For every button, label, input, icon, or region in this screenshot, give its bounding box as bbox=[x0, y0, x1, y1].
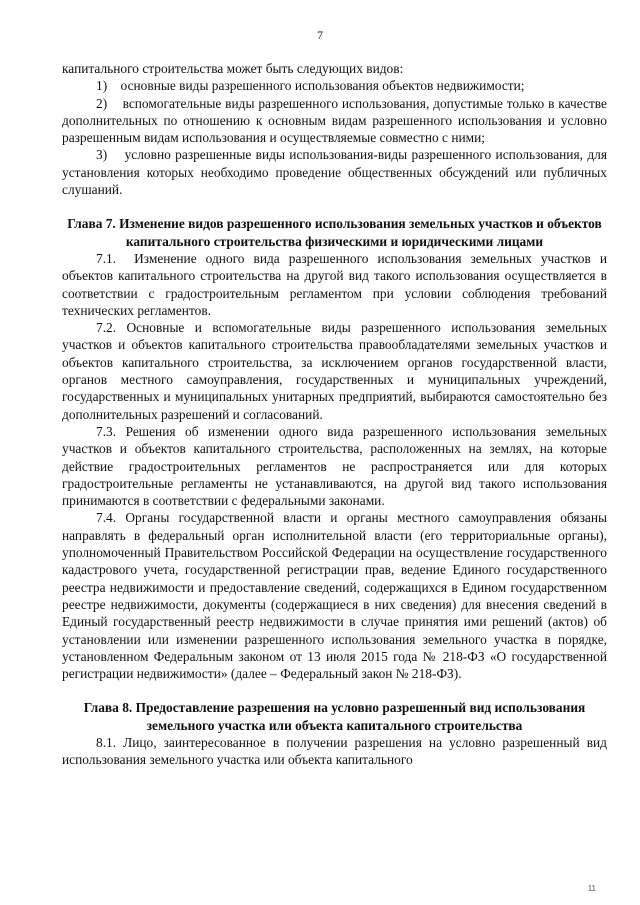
chapter-8-heading: Глава 8. Предоставление разрешения на условно разрешенный вид использования земельного участка или объекта капитального строительства bbox=[83, 700, 586, 733]
list-item-2: 2) вспомогательные виды разрешенного использования, допустимые только в качестве дополнительных по отношению к основным видам разрешенного использования и условно разрешенным видам использования и осуществляемые совместно с ними; bbox=[62, 95, 607, 146]
paragraph-7-1: 7.1. Изменение одного вида разрешенного использования земельных участков и объектов капитального строительства на другой вид такого использования осуществляется в соответствии с градостроительным регламентом при условии соблюдения требований технических регламентов. bbox=[62, 250, 607, 318]
paragraph-8-1: 8.1. Лицо, заинтересованное в получении разрешения на условно разрешенный вид использования земельного участка или объекта капитального bbox=[62, 734, 607, 768]
page-number: 7 bbox=[317, 28, 323, 42]
list-item-3: 3) условно разрешенные виды использования-виды разрешенного использования, для установления которых необходимо проведение общественных обсуждений или публичных слушаний. bbox=[62, 147, 607, 198]
document-body bbox=[62, 60, 607, 769]
list-item-1: 1) основные виды разрешенного использования объектов недвижимости; bbox=[96, 78, 525, 94]
paragraph-intro-lead: капитального строительства может быть следующих видов: bbox=[62, 61, 404, 76]
footer-mark: 11 bbox=[587, 884, 596, 893]
paragraph-7-4: 7.4. Органы государственной власти и органы местного самоуправления обязаны направлять в федеральный орган исполнительной власти (его территориальные органы), уполномоченный Правительством Российской Федерации на осуществление государственного кадастрового учета, государственной регистрации прав, ведение Единого государственного реестра недвижимости и предоставление сведений, содержащихся в Едином государственном реестре недвижимости, документы (содержащиеся в них сведения) для внесения сведений в Единый государственный реестр недвижимости в случае принятия ими решений (актов) об установлении или изменении разрешенного использования земельного участка в порядке, установленном Федеральным законом от 13 июля 2015 года № 218-ФЗ «О государственной регистрации недвижимости» (далее – Федеральный закон № 218-ФЗ). bbox=[62, 510, 607, 682]
paragraph-7-3: 7.3. Решения об изменении одного вида разрешенного использования земельных участков и объектов капитального строительства, расположенных на землях, на которые действие градостроительных регламентов не распространяется или для которых градостроительные регламенты не устанавливаются, на другой вид такого использования принимаются в соответствии с федеральными законами. bbox=[62, 423, 607, 509]
paragraph-7-2: 7.2. Основные и вспомогательные виды разрешенного использования земельных участков и объектов капитального строительства правообладателями земельных участков и объектов капитального строительства, за исключением органов государственной власти, органов местного самоуправления, государственных и муниципальных учреждений, государственных и муниципальных унитарных предприятий, выбираются самостоятельно без дополнительных разрешений и согласований. bbox=[62, 320, 607, 422]
chapter-7-heading: Глава 7. Изменение видов разрешенного использования земельных участков и объектов капитального строительства физическими и юридическими лицами bbox=[67, 216, 602, 249]
